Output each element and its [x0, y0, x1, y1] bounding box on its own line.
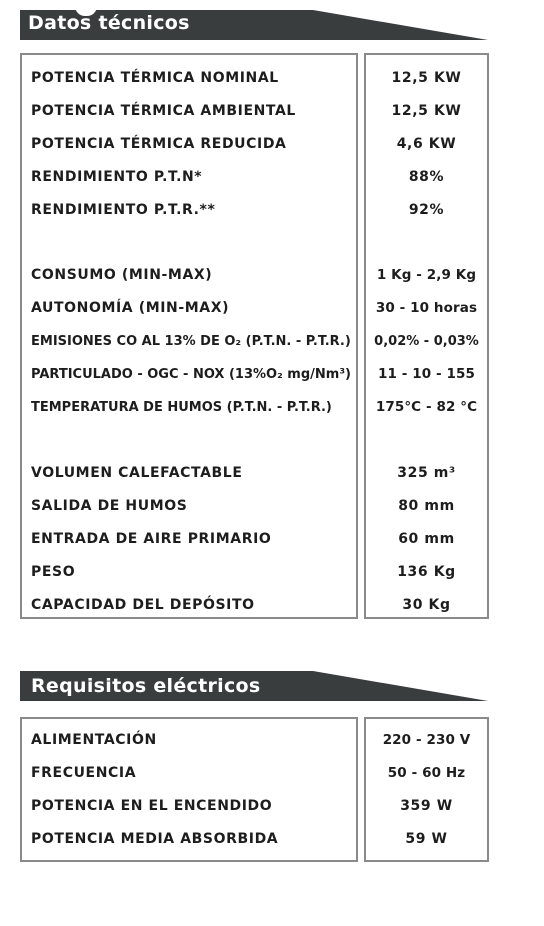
table-row-label: POTENCIA EN EL ENCENDIDO: [31, 798, 273, 814]
table-row-value: 92%: [408, 202, 445, 218]
datos-tecnicos-header: [20, 10, 488, 40]
electricos-values-box: [364, 717, 489, 862]
table-row-value: 88%: [408, 169, 445, 185]
table-row-label: EMISIONES CO AL 13% DE O₂ (P.T.N. - P.T.R.): [31, 334, 351, 349]
table-row-value: 12,5 KW: [391, 70, 462, 86]
table-row-label: RENDIMIENTO P.T.R.**: [31, 202, 216, 218]
datos-values-box: [364, 53, 489, 619]
table-row-value: 0,02% - 0,03%: [374, 334, 479, 349]
table-row-label: VOLUMEN CALEFACTABLE: [31, 465, 243, 481]
table-row-value: 220 - 230 V: [382, 732, 471, 748]
table-row-label: PESO: [31, 564, 76, 580]
table-row-value: 1 Kg - 2,9 Kg: [376, 267, 477, 283]
table-row-value: 12,5 KW: [391, 103, 462, 119]
table-row-label: TEMPERATURA DE HUMOS (P.T.N. - P.T.R.): [31, 400, 332, 415]
table-row-value: 80 mm: [398, 498, 455, 514]
electricos-labels-box: [20, 717, 358, 862]
table-row-label: POTENCIA MEDIA ABSORBIDA: [31, 831, 279, 847]
table-row-value: 359 W: [400, 798, 453, 814]
table-row-value: 30 - 10 horas: [375, 300, 478, 316]
table-row-value: 59 W: [405, 831, 448, 847]
table-row-value: 11 - 10 - 155: [377, 366, 476, 382]
section-title: Requisitos eléctricos: [31, 675, 261, 697]
datos-labels-box: [20, 53, 358, 619]
table-row-value: 4,6 KW: [396, 136, 457, 152]
table-row-value: 325 m³: [397, 465, 456, 481]
table-row-label: CAPACIDAD DEL DEPÓSITO: [31, 597, 255, 613]
table-row-label: FRECUENCIA: [31, 765, 137, 781]
table-row-label: POTENCIA TÉRMICA AMBIENTAL: [31, 103, 296, 119]
table-row-label: RENDIMIENTO P.T.N*: [31, 169, 203, 185]
table-row-label: SALIDA DE HUMOS: [31, 498, 188, 514]
table-row-label: AUTONOMÍA (MIN-MAX): [31, 300, 230, 316]
table-row-value: 30 Kg: [402, 597, 451, 613]
table-row-value: 60 mm: [398, 531, 455, 547]
table-row-label: CONSUMO (MIN-MAX): [31, 267, 213, 283]
section-title: Datos técnicos: [28, 12, 190, 34]
table-row-value: 136 Kg: [397, 564, 456, 580]
table-row-label: ALIMENTACIÓN: [31, 732, 157, 748]
table-row-label: POTENCIA TÉRMICA NOMINAL: [31, 70, 279, 86]
table-row-label: PARTICULADO - OGC - NOX (13%O₂ mg/Nm³): [31, 367, 351, 382]
table-row-label: ENTRADA DE AIRE PRIMARIO: [31, 531, 272, 547]
table-row-value: 175°C - 82 °C: [375, 399, 478, 415]
table-row-value: 50 - 60 Hz: [387, 765, 466, 781]
requisitos-electricos-header: [20, 671, 488, 701]
table-row-label: POTENCIA TÉRMICA REDUCIDA: [31, 136, 287, 152]
